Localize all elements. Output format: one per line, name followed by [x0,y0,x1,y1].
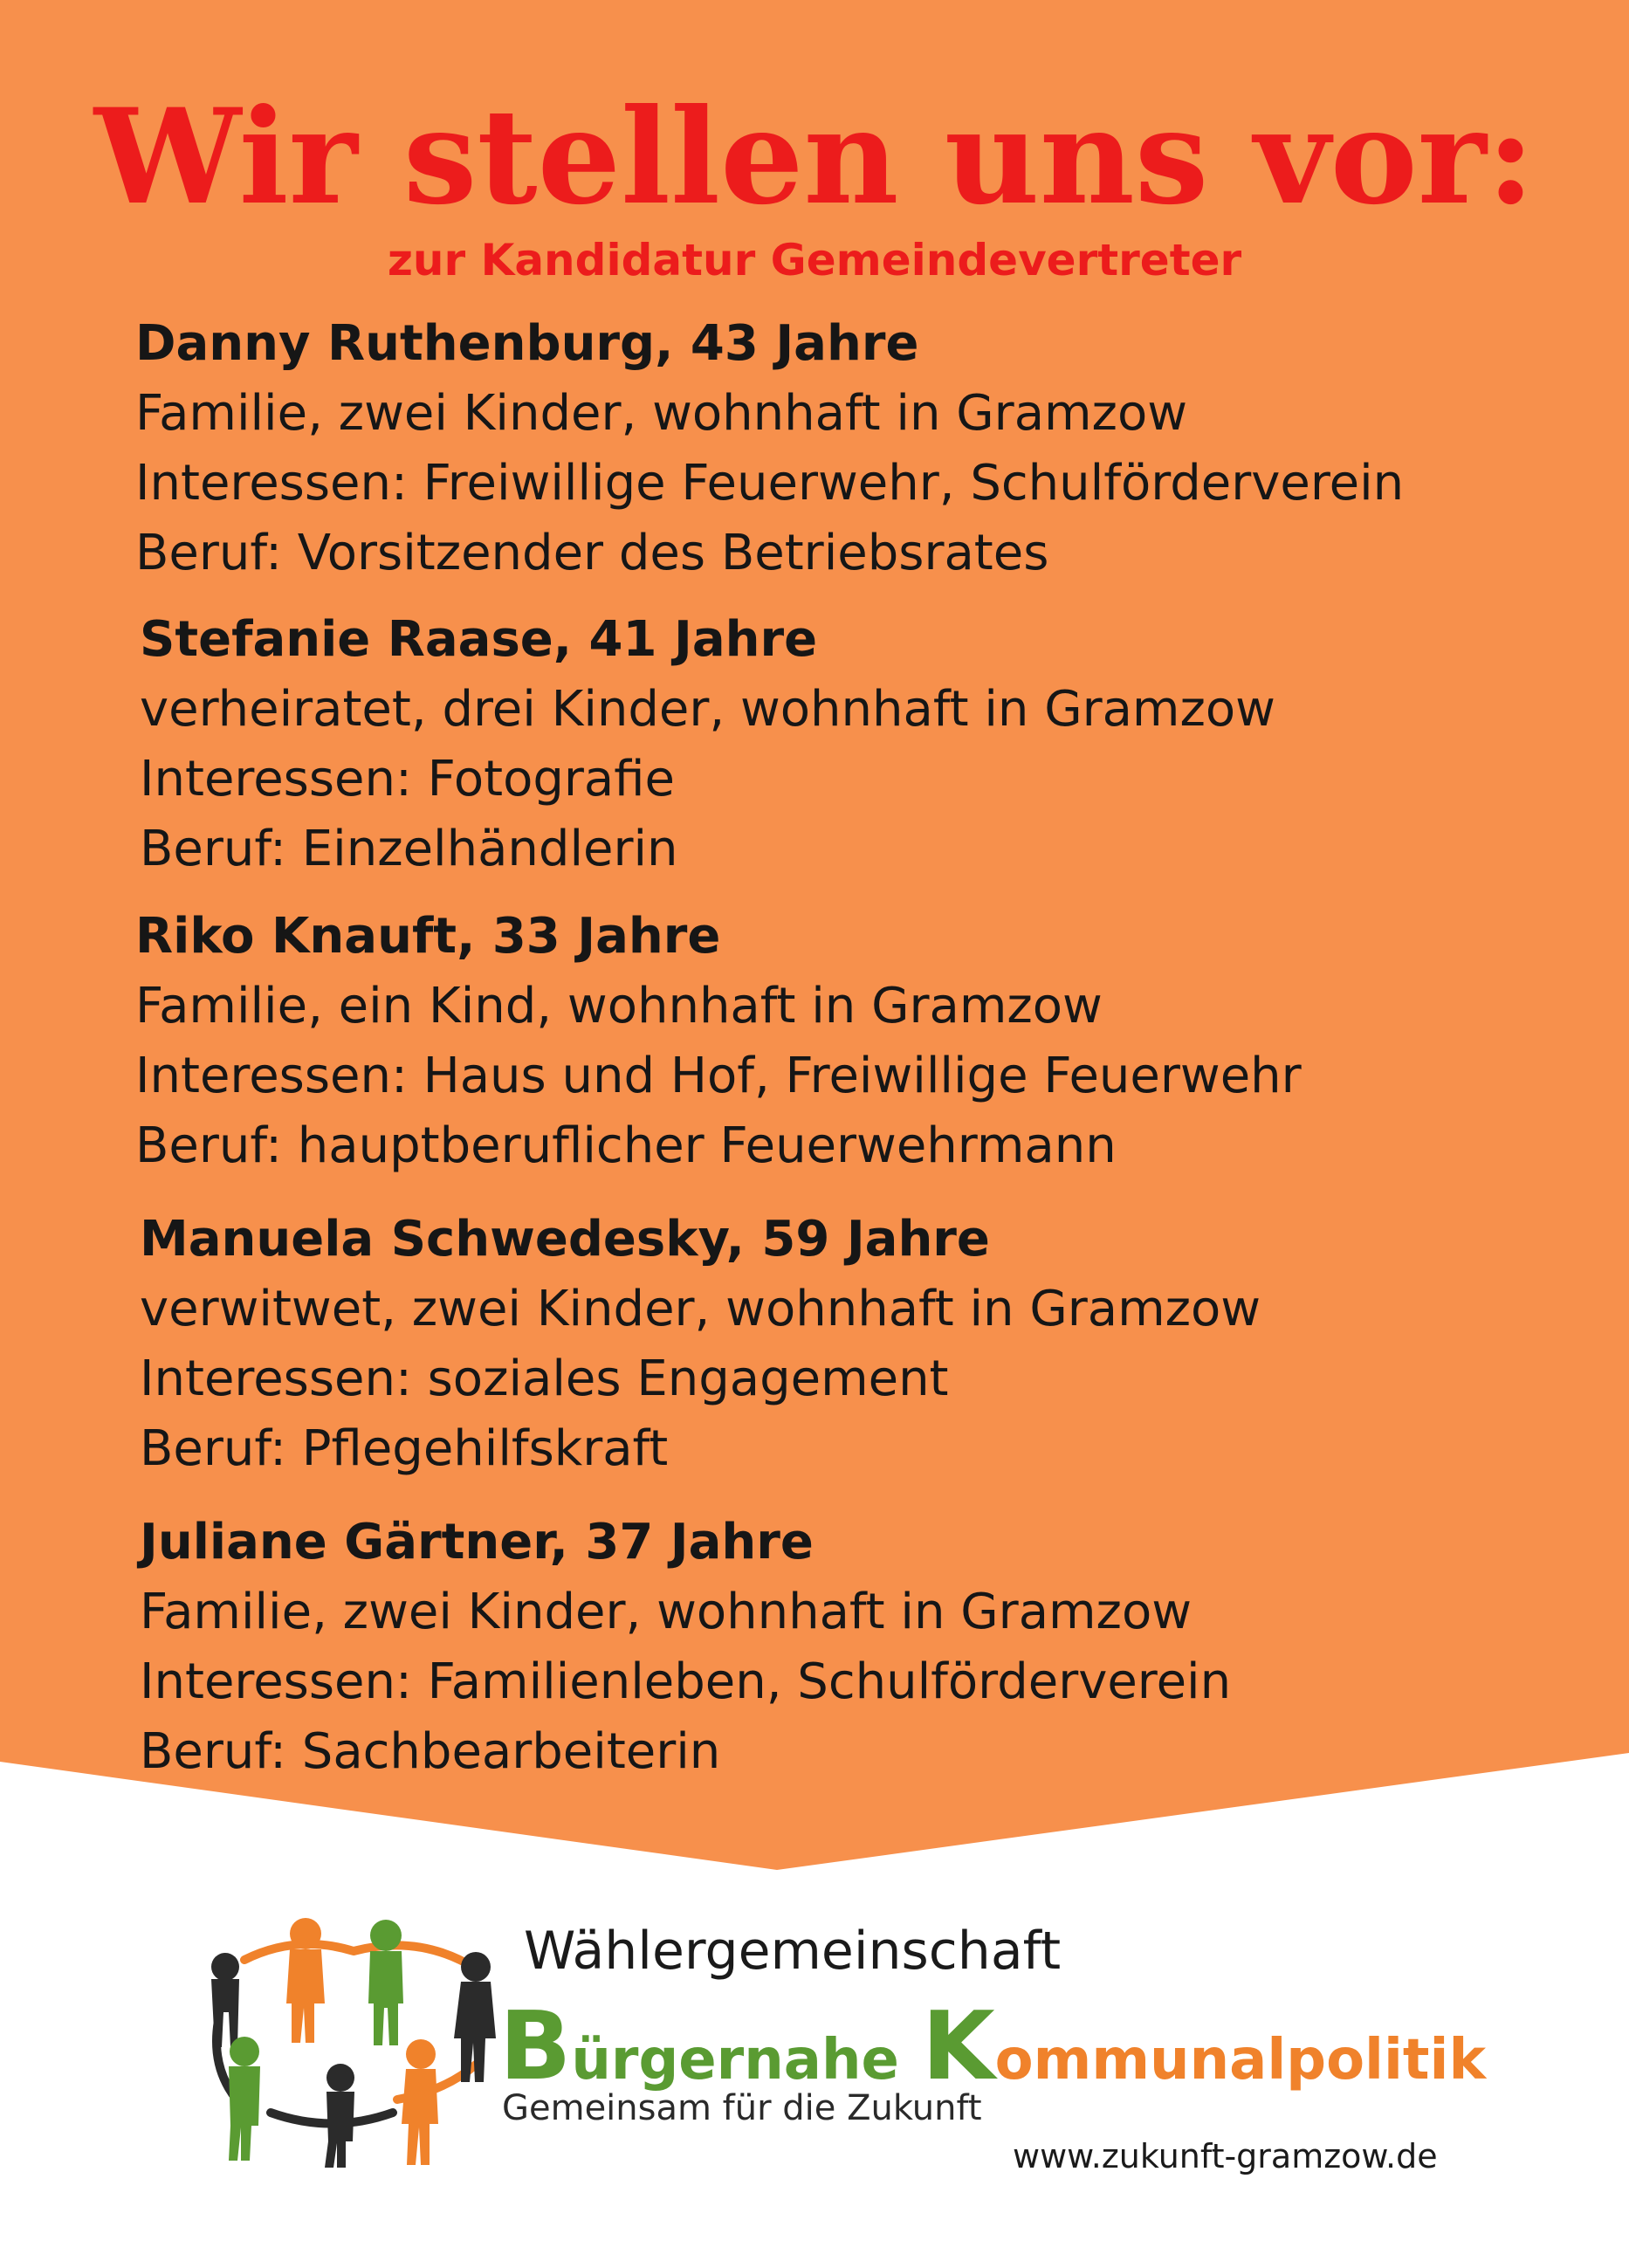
candidate-card [140,1508,1231,1787]
candidate-name: Manuela Schwedesky, 59 Jahre [140,1211,990,1268]
candidate-family: Familie, zwei Kinder, wohnhaft in Gramzow [140,1584,1193,1640]
candidate-name: Danny Ruthenburg, 43 Jahre [135,315,919,372]
candidate-job: Beruf: hauptberuflicher Feuerwehrmann [135,1117,1117,1174]
candidate-name: Stefanie Raase, 41 Jahre [140,611,818,668]
org-name-k-initial: K [921,1992,995,2101]
candidate-interests: Interessen: soziales Engagement [140,1350,949,1407]
candidate-job: Beruf: Pflegehilfskraft [140,1420,669,1477]
org-name-k-rest: ommunalpolitik [994,2028,1486,2093]
website-url: www.zukunft-gramzow.de [1013,2137,1438,2175]
candidate-name: Juliane Gärtner, 37 Jahre [140,1514,814,1570]
candidate-job: Beruf: Einzelhändlerin [140,821,678,877]
candidate-card [135,309,1404,588]
page-title: Wir stellen uns vor: [93,80,1536,234]
org-name-b-initial: B [499,1992,572,2101]
candidate-card [140,605,1275,884]
candidate-interests: Interessen: Haus und Hof, Freiwillige Feuerwehr [135,1048,1302,1104]
org-name-b-rest: ürgernahe [571,2028,899,2093]
candidate-name: Riko Knauft, 33 Jahre [135,908,721,965]
candidate-family: Familie, zwei Kinder, wohnhaft in Gramzow [135,385,1188,442]
people-circle-logo-icon [192,1899,515,2169]
candidate-family: verheiratet, drei Kinder, wohnhaft in Gramzow [140,681,1275,738]
candidate-card [140,1205,1261,1484]
candidate-interests: Interessen: Familienleben, Schulförderverein [140,1653,1232,1710]
candidate-interests: Interessen: Fotografie [140,751,675,808]
organization-tagline: Gemeinsam für die Zukunft [502,2088,982,2128]
candidate-interests: Interessen: Freiwillige Feuerwehr, Schulförderverein [135,455,1405,512]
organization-title: Wählergemeinschaft [524,1921,1062,1982]
candidate-family: Familie, ein Kind, wohnhaft in Gramzow [135,978,1103,1034]
candidate-job: Beruf: Vorsitzender des Betriebsrates [135,525,1049,581]
candidate-family: verwitwet, zwei Kinder, wohnhaft in Gramzow [140,1281,1261,1337]
candidate-job: Beruf: Sachbearbeiterin [140,1723,721,1780]
page-subtitle: zur Kandidatur Gemeindevertreter [387,235,1242,285]
candidate-card [135,902,1302,1181]
